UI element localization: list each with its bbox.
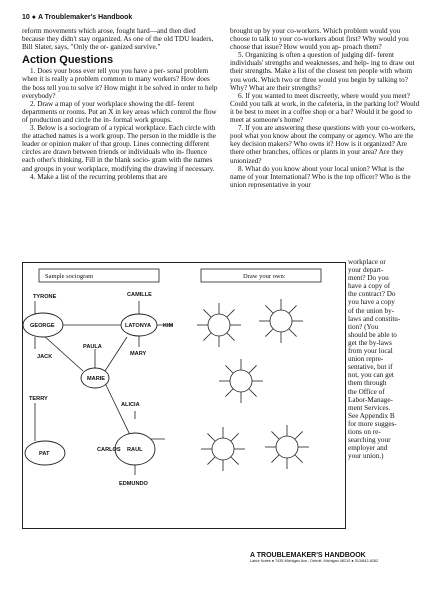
blank-spoke	[227, 309, 235, 317]
blank-spoke	[207, 433, 215, 441]
name-paula: PAULA	[83, 344, 102, 350]
side-line: the Office of	[348, 387, 385, 396]
side-line: you have a copy	[348, 298, 395, 307]
blank-spoke	[203, 309, 211, 317]
blank-circle	[270, 310, 292, 332]
name-george: GEORGE	[30, 323, 55, 329]
right-column	[230, 27, 420, 189]
blank-spoke	[207, 457, 215, 465]
side-line: for more sugges-	[348, 419, 397, 428]
blank-sociogram-templates	[197, 299, 309, 471]
side-line: workplace or	[348, 258, 386, 266]
blank-circle	[276, 436, 298, 458]
side-line: tions on re-	[348, 427, 381, 436]
name-tyrone: TYRONE	[33, 294, 57, 300]
name-jack: JACK	[37, 354, 53, 360]
blank-spoke	[225, 365, 233, 373]
blank-spoke	[203, 333, 211, 341]
side-line: not, you can get	[348, 371, 394, 380]
sociogram-svg	[23, 263, 345, 528]
blank-spoke	[231, 457, 239, 465]
blank-spoke	[271, 455, 279, 463]
name-latonya: LATONYA	[125, 323, 152, 329]
page-number: 10	[22, 14, 30, 21]
name-kim: KIM	[163, 323, 174, 329]
intro-paragraph: reform movements which arose, fought hard—and then died because they didn't stay organized. As one of the old TDU leaders, Bill Slater, says, "Only the or- ganized survive."	[22, 27, 214, 52]
blank-spoke	[227, 333, 235, 341]
blank-spoke	[265, 329, 273, 337]
name-pat: PAT	[39, 451, 50, 457]
side-line: have a copy of	[348, 282, 391, 291]
section-heading: Action Questions	[22, 54, 114, 67]
name-marie: MARIE	[87, 376, 106, 382]
side-line: ment Services.	[348, 403, 391, 412]
side-line: should be able to	[348, 330, 397, 339]
footer-address: Labor Notes ● 7435 Michigan Ave., Detroit, Michigan 48210 ● 313/842-6262	[250, 559, 379, 563]
side-line: tion? (You	[348, 322, 379, 331]
side-line: sentative, but if	[348, 363, 393, 372]
side-line: See Appendix B	[348, 411, 395, 420]
blank-spoke	[231, 433, 239, 441]
side-line: of the union by-	[348, 306, 395, 315]
name-mary: MARY	[130, 351, 147, 357]
question-4-continued: brought up by your co-workers. Which problem would you choose to talk to your co-workers about first? Why would you choose that issue? How would you ap- proach them?	[230, 27, 409, 52]
question-5: 5. Organizing is often a question of judging dif- ferent individuals' strengths and weaknesses, and help- ing to draw out their strengths. Make a list of the closest ten people with whom you work. Which two or three would you begin by talking to? Why? What are their strengths?	[230, 51, 415, 92]
blank-spoke	[249, 365, 257, 373]
sociogram-box	[22, 262, 346, 529]
side-line: searching your	[348, 436, 391, 445]
question-3: 3. Below is a sociogram of a typical workplace. Each circle with the attached names is a work group. The person in the middle is the leader or opinion maker of that group. Lines connecting different circles are drawn between friends or individuals who in- fluence each other's thinking. Fill in the blank socio- gram with the names and groups in your workplace, modifying the drawing if necessary.	[22, 124, 216, 173]
side-line: Labor-Manage-	[348, 395, 393, 404]
question-7: 7. If you are answering these questions with your co-workers, pool what you know about the company or agency. Who are the key decision makers? Who owns it? How is it organized? Are there other branches, offices or plants in your area? Are they unionized?	[230, 124, 416, 165]
blank-circle	[208, 314, 230, 336]
side-line: them through	[348, 379, 387, 388]
side-line: the contract? Do	[348, 290, 396, 299]
question-1: 1. Does your boss ever tell you you have a per- sonal problem when it is really a problem common to many workers? How does the boss tell you to solve it? How might it be solved in order to help everybody?	[22, 67, 218, 100]
side-line: your union.)	[348, 452, 384, 461]
name-camille: CAMILLE	[127, 292, 152, 298]
blank-spoke	[249, 389, 257, 397]
draw-your-own-label: Draw your own:	[243, 273, 286, 280]
blank-circle	[212, 438, 234, 460]
book-title: A Troublemaker's Handbook	[37, 14, 133, 21]
side-line: laws and constitu-	[348, 314, 401, 323]
question-6: 6. If you wanted to meet discreetly, where would you meet? Could you talk at work, in the cafeteria, in the parking lot? Would it be best to meet in a coffee shop or a bar? Would it be good to meet at someone's home?	[230, 91, 420, 125]
question-2: 2. Draw a map of your workplace showing the dif- ferent departments or rooms. Put an X in key areas which control the flow of production and circle the in- formal work groups.	[22, 99, 217, 124]
blank-spoke	[265, 305, 273, 313]
blank-spoke	[289, 305, 297, 313]
side-line: union repre-	[348, 355, 384, 364]
side-line: ment? Do you	[348, 274, 389, 283]
side-line: from your local	[348, 347, 393, 356]
blank-spoke	[271, 431, 279, 439]
page-footer	[250, 552, 430, 563]
side-line: employer and	[348, 444, 388, 453]
question-4: 4. Make a list of the recurring problems that are	[30, 172, 168, 181]
name-alicia: ALICIA	[121, 402, 140, 408]
question-8: 8. What do you know about your local union? What is the name of your International? Who is the top officer? Who is the union representative in your	[230, 164, 411, 189]
page-header	[22, 14, 132, 21]
blank-spoke	[289, 329, 297, 337]
name-carlos: CARLOS	[97, 447, 121, 453]
footer-title: A TROUBLEMAKER'S HANDBOOK	[250, 552, 366, 559]
blank-spoke	[295, 431, 303, 439]
side-line: get the by-laws	[348, 338, 392, 347]
name-raul: RAUL	[127, 447, 143, 453]
sample-sociogram-label: Sample sociogram	[45, 273, 94, 280]
blank-circle	[230, 370, 252, 392]
side-line: your depart-	[348, 266, 384, 275]
sociogram-groups	[23, 313, 157, 465]
name-terry: TERRY	[29, 396, 48, 402]
blank-spoke	[295, 455, 303, 463]
blank-spoke	[225, 389, 233, 397]
side-column	[348, 258, 424, 460]
left-column	[22, 27, 218, 181]
header-bullet: ●	[31, 14, 36, 21]
name-edmundo: EDMUNDO	[119, 481, 148, 487]
